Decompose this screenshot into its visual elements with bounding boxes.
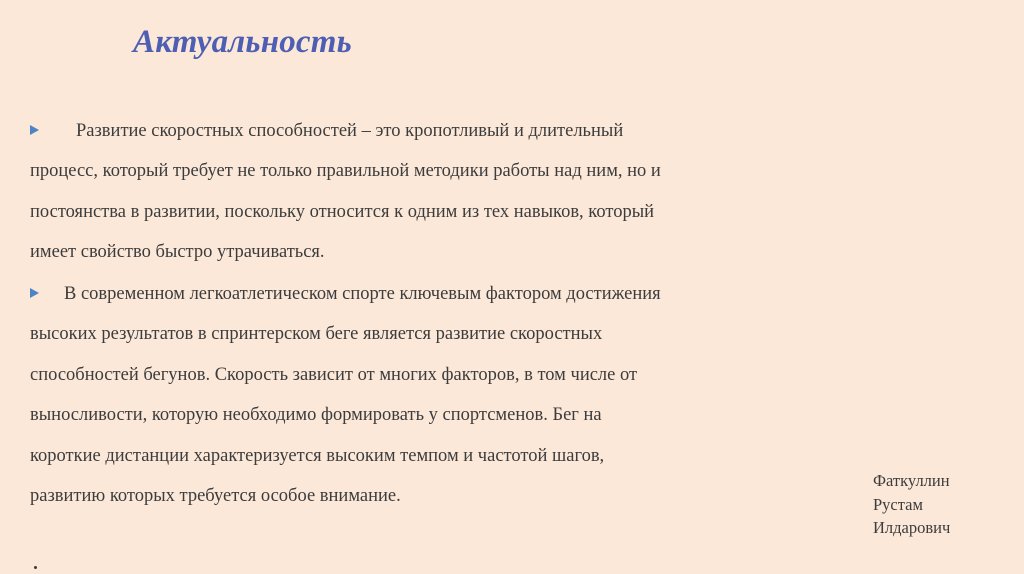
bullet-text: В современном легкоатлетическом спорте ключевым фактором достижения	[64, 284, 661, 304]
bullet-paragraph-1	[30, 111, 770, 273]
bullet-line: выносливости, которую необходимо формировать у спортсменов. Бег на	[30, 405, 602, 426]
author-patronymic: Илдарович	[873, 518, 951, 537]
bullet-text: Развитие скоростных способностей – это кропотливый и длительный	[76, 121, 624, 141]
bullet-line	[30, 274, 770, 314]
bullet-line: развитию которых требуется особое внимание.	[30, 486, 401, 507]
author-name	[873, 469, 950, 540]
arrow-right-icon	[30, 288, 39, 298]
bullet-paragraph-2	[30, 274, 770, 516]
bullet-line: имеет свойство быстро утрачиваться.	[30, 242, 325, 263]
bullet-line: постоянства в развитии, поскольку относится к одним из тех навыков, который	[30, 201, 655, 222]
bullet-line	[30, 111, 770, 151]
stray-dot	[34, 566, 37, 569]
bullet-line: высоких результатов в спринтерском беге является развитие скоростных	[30, 324, 603, 345]
bullet-line: способностей бегунов. Скорость зависит от многих факторов, в том числе от	[30, 364, 638, 385]
bullet-line: процесс, который требует не только правильной методики работы над ним, но и	[30, 161, 661, 182]
arrow-right-icon	[30, 125, 39, 135]
author-surname: Фаткуллин	[873, 471, 950, 490]
slide-title: Актуальность	[133, 24, 352, 60]
bullet-line: короткие дистанции характеризуется высоким темпом и частотой шагов,	[30, 445, 605, 466]
author-first-name: Рустам	[873, 494, 923, 514]
